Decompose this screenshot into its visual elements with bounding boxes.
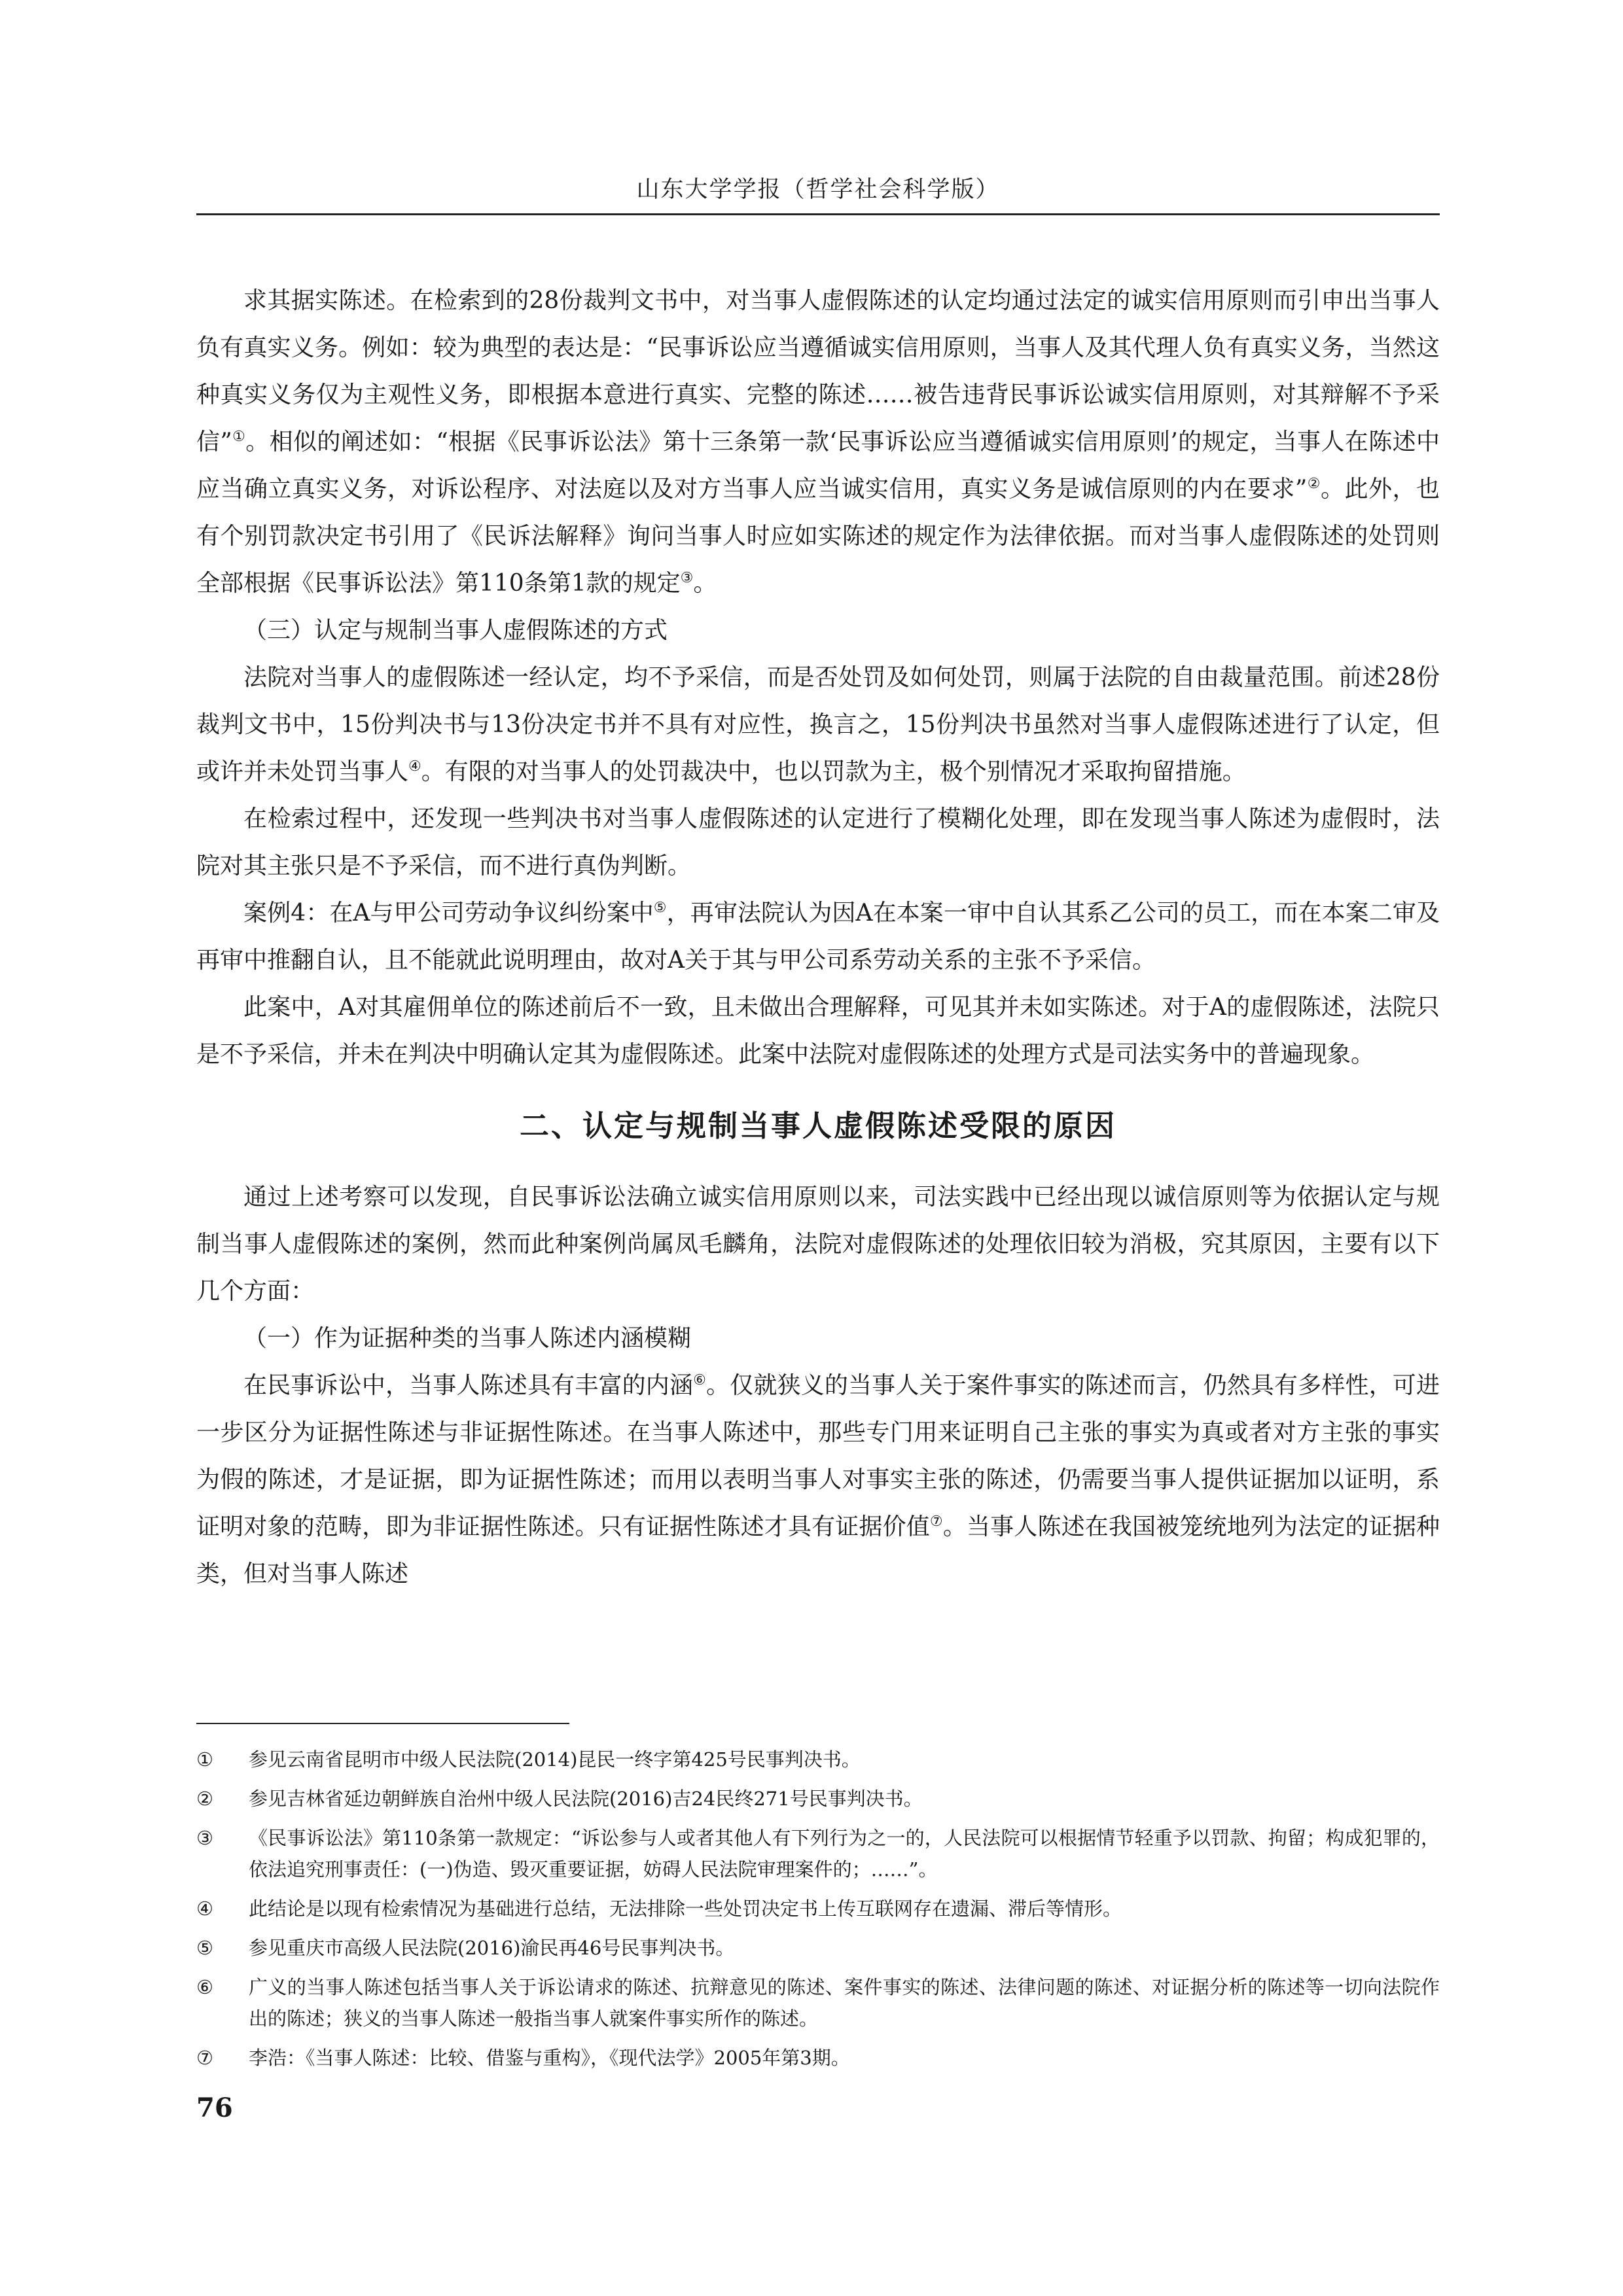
footnote-mark: ② [196,1788,213,1810]
footnote-text: 广义的当事人陈述包括当事人关于诉讼请求的陈述、抗辩意见的陈述、案件事实的陈述、法律问题的陈述、对证据分析的陈述等一切向法院作出的陈述；狭义的当事人陈述一般指当事人就案件事实所作的陈述。 [249,1976,1440,2030]
footnote-mark: ⑤ [196,1937,213,1959]
footnote-text: 参见吉林省延边朝鲜族自治州中级人民法院(2016)吉24民终271号民事判决书。 [249,1788,923,1810]
section-title: 二、认定与规制当事人虚假陈述受限的原因 [519,1108,1116,1143]
paragraph-5: 此案中，A对其雇佣单位的陈述前后不一致，且未做出合理解释，可见其并未如实陈述。对于A的虚假陈述，法院只是不予采信，并未在判决中明确认定其为虚假陈述。此案中法院对虚假陈述的处理方式是司法实务中的普遍现象。 [196,994,1440,1068]
footnotes [196,1744,1440,2081]
footnote-text: 李浩：《当事人陈述：比较、借鉴与重构》，《现代法学》2005年第3期。 [249,2047,850,2069]
footnote-ref-1[interactable]: ① [232,429,246,445]
footnote-text: 参见重庆市高级人民法院(2016)渝民再46号民事判决书。 [249,1937,735,1959]
footnote-text: 此结论是以现有检索情况为基础进行总结，无法排除一些处罚决定书上传互联网存在遗漏、滞后等情形。 [249,1898,1122,1920]
paragraph-7: 在民事诉讼中，当事人陈述具有丰富的内涵⑥。仅就狭义的当事人关于案件事实的陈述而言，仍然具有多样性，可进一步区分为证据性陈述与非证据性陈述。在当事人陈述中，那些专门用来证明自己主张的事实为真或者对方主张的事实为假的陈述，才是证据，即为证据性陈述；而用以表明当事人对事实主张的陈述，仍需要当事人提供证据加以证明，系证明对象的范畴，即为非证据性陈述。只有证据性陈述才具有证据价值⑦。当事人陈述在我国被笼统地列为法定的证据种类，但对当事人陈述 [196,1372,1440,1587]
footnote-3 [196,1822,1440,1885]
footnote-5 [196,1932,1440,1964]
footnote-ref-6[interactable]: ⑥ [693,1372,707,1388]
footnote-7 [196,2042,1440,2074]
paragraph-case-4: 案例4：在A与甲公司劳动争议纠纷案中⑤，再审法院认为因A在本案一审中自认其系乙公司的员工，而在本案二审及再审中推翻自认，且不能就此说明理由，故对A关于其与甲公司系劳动关系的主张不予采信。 [196,900,1440,974]
paragraph-1: 求其据实陈述。在检索到的28份裁判文书中，对当事人虚假陈述的认定均通过法定的诚实信用原则而引申出当事人负有真实义务。例如：较为典型的表达是：“民事诉讼应当遵循诚实信用原则，当事人及其代理人负有真实义务，当然这种真实义务仅为主观性义务，即根据本意进行真实、完整的陈述……被告违背民事诉讼诚实信用原则，对其辩解不予采信”①。相似的阐述如：“根据《民事诉讼法》第十三条第一款‘民事诉讼应当遵循诚实信用原则’的规定，当事人在陈述中应当确立真实义务，对诉讼程序、对法庭以及对方当事人应当诚实信用，真实义务是诚信原则的内在要求”②。此外，也有个别罚款决定书引用了《民诉法解释》询问当事人时应如实陈述的规定作为法律依据。而对当事人虚假陈述的处罚则全部根据《民事诉讼法》第110条第1款的规定③。 [196,287,1440,597]
footnote-mark: ① [196,1748,213,1771]
footnote-mark: ④ [196,1898,213,1920]
footnote-ref-3[interactable]: ③ [680,570,694,586]
footnote-1 [196,1744,1440,1775]
footnote-ref-7[interactable]: ⑦ [929,1513,943,1530]
footnote-text: 参见云南省昆明市中级人民法院(2014)昆民一终字第425号民事判决书。 [249,1748,861,1771]
footnote-ref-5[interactable]: ⑤ [653,900,667,916]
footnote-mark: ③ [196,1827,213,1849]
header-rule [196,213,1440,215]
footnote-mark: ⑥ [196,1976,213,1998]
page-number: 76 [196,2093,233,2123]
subheading-3: （三）认定与规制当事人虚假陈述的方式 [243,617,668,644]
footnote-6 [196,1971,1440,2034]
footnote-2 [196,1783,1440,1814]
paragraph-3: 在检索过程中，还发现一些判决书对当事人虚假陈述的认定进行了模糊化处理，即在发现当事人陈述为虚假时，法院对其主张只是不予采信，而不进行真伪判断。 [196,805,1440,879]
paragraph-2: 法院对当事人的虚假陈述一经认定，均不予采信，而是否处罚及如何处罚，则属于法院的自由裁量范围。前述28份裁判文书中，15份判决书与13份决定书并不具有对应性，换言之，15份判决书虽然对当事人虚假陈述进行了认定，但或许并未处罚当事人④。有限的对当事人的处罚裁决中，也以罚款为主，极个别情况才采取拘留措施。 [196,664,1440,785]
footnote-rule [196,1723,569,1724]
footnote-4 [196,1893,1440,1924]
subheading-1: （一）作为证据种类的当事人陈述内涵模糊 [243,1325,692,1352]
paragraph-6: 通过上述考察可以发现，自民事诉讼法确立诚实信用原则以来，司法实践中已经出现以诚信原则等为依据认定与规制当事人虚假陈述的案例，然而此种案例尚属凤毛麟角，法院对虚假陈述的处理依旧较为消极，究其原因，主要有以下几个方面： [196,1184,1440,1305]
footnote-text: 《民事诉讼法》第110条第一款规定：“诉讼参与人或者其他人有下列行为之一的，人民法院可以根据情节轻重予以罚款、拘留；构成犯罪的，依法追究刑事责任：(一)伪造、毁灭重要证据，妨碍人民法院审理案件的；……”。 [249,1827,1440,1881]
article-body [196,277,1440,1598]
footnote-ref-4[interactable]: ④ [408,758,421,775]
running-header: 山东大学学报（哲学社会科学版） [636,177,1000,203]
footnote-ref-2[interactable]: ② [1307,476,1321,492]
footnote-mark: ⑦ [196,2047,213,2069]
